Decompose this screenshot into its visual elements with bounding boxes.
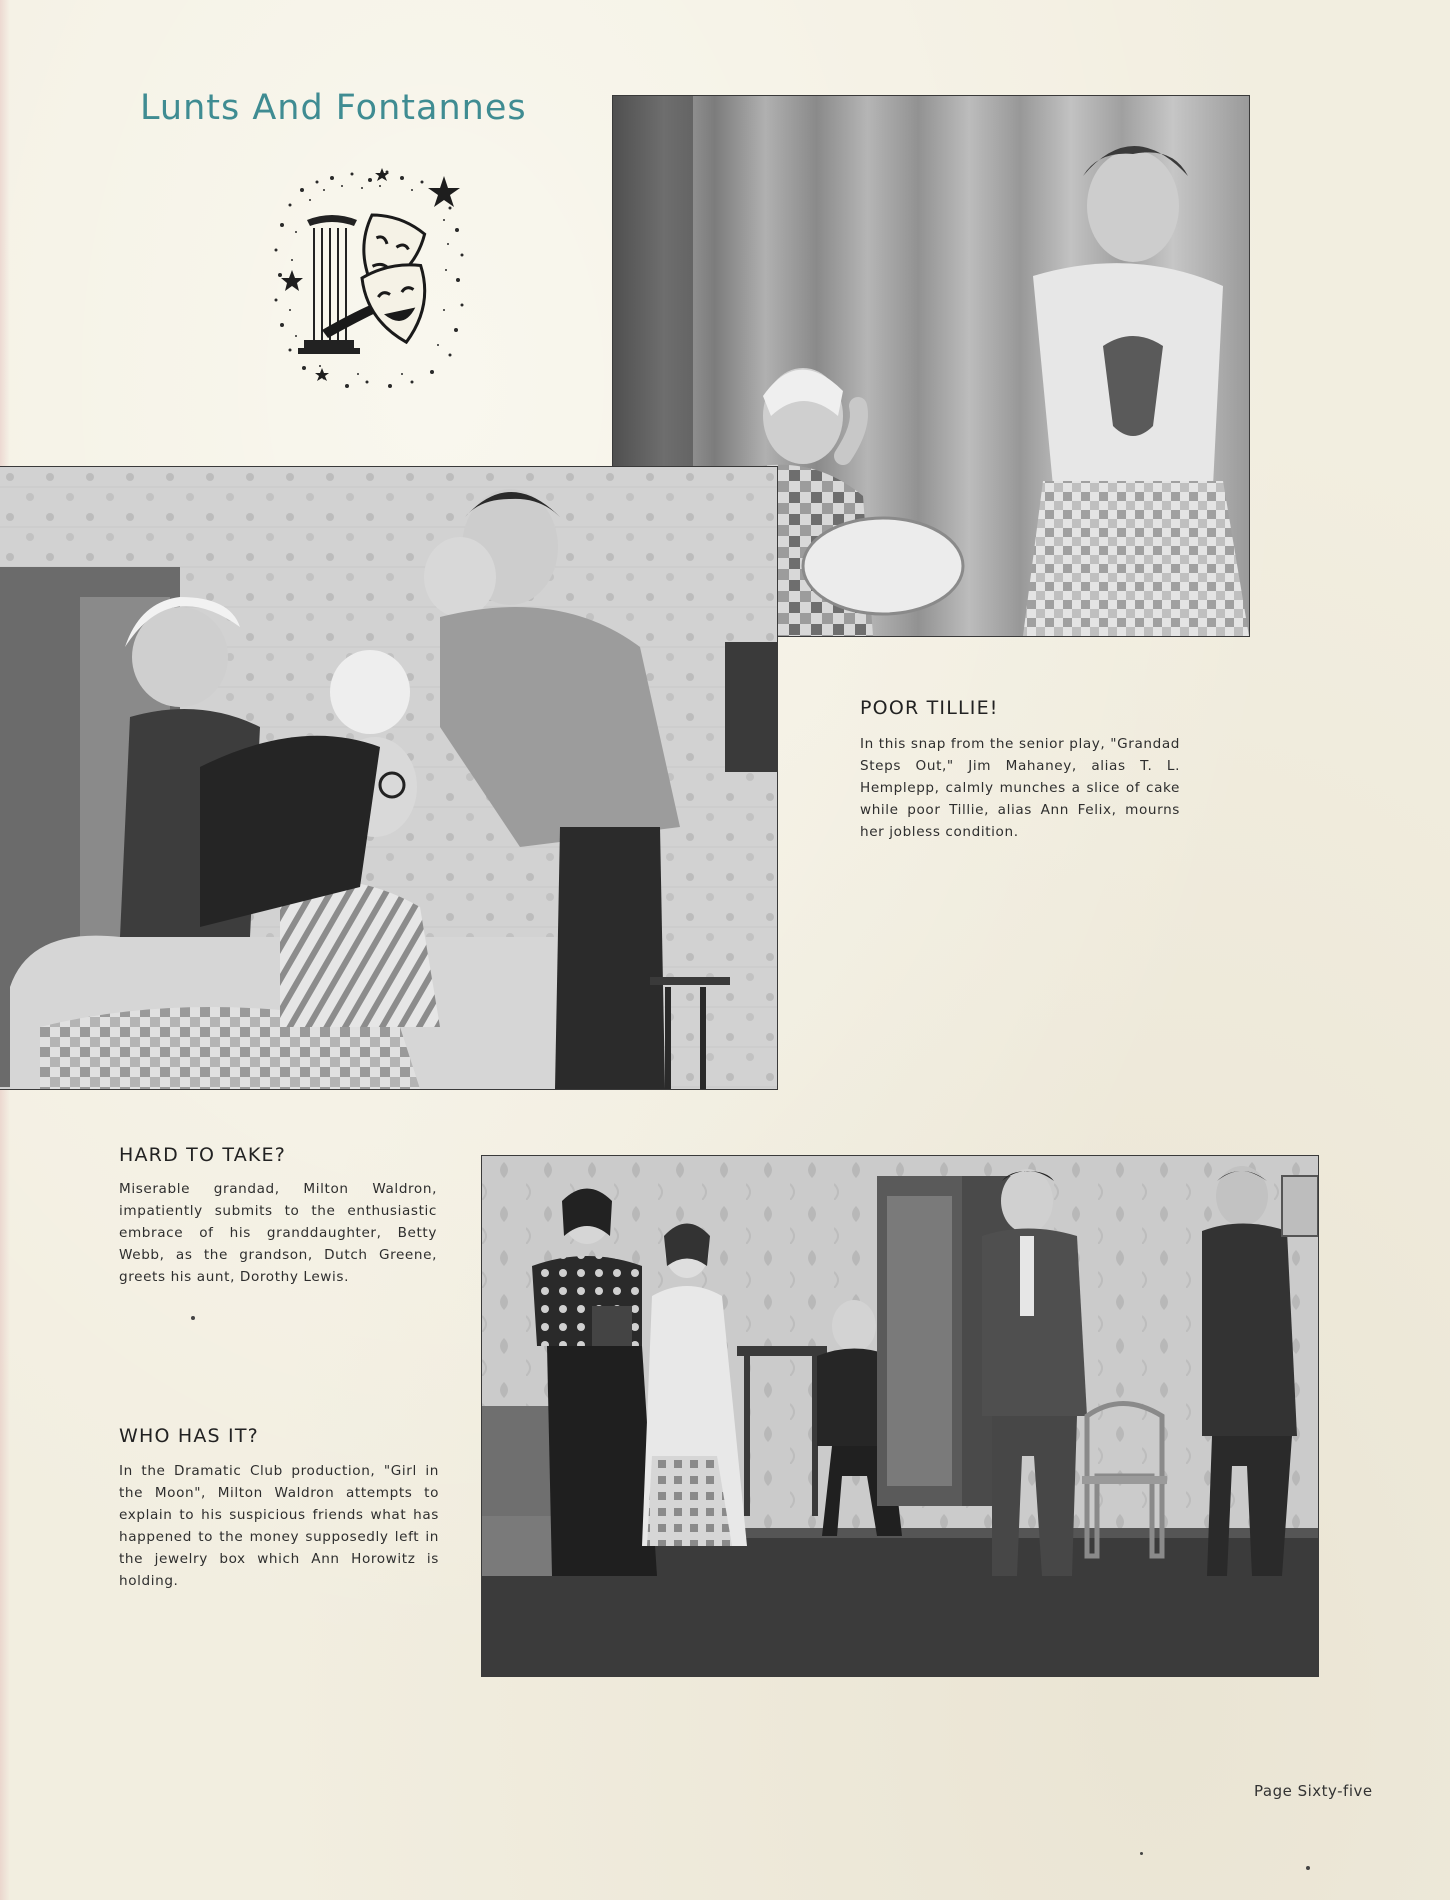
caption-body-who-has-it: In the Dramatic Club production, "Girl in the Moon", Milton Waldron attempts to explain to his suspicious friends what has happened to the money supposedly left in the jewelry box which Ann Horowitz is holding. — [119, 1463, 439, 1589]
print-speck — [1140, 1852, 1143, 1855]
caption-body-hard-to-take: Miserable grandad, Milton Waldron, impatiently submits to the enthusiastic embrace of his granddaughter, Betty Webb, as the grandson, Dutch Greene, greets his aunt, Dorothy Lewis. — [119, 1181, 437, 1285]
caption-body-poor-tillie: In this snap from the senior play, "Grandad Steps Out," Jim Mahaney, alias T. L. Hemplepp, calmly munches a slice of cake while poor Tillie, alias Ann Felix, mourns her jobless condition. — [860, 736, 1180, 840]
print-speck — [191, 1316, 195, 1320]
photo-who-has-it — [481, 1155, 1319, 1677]
page-title: Lunts And Fontannes — [140, 88, 527, 128]
caption-heading-hard-to-take: HARD TO TAKE? — [119, 1144, 287, 1166]
page-number: Page Sixty-five — [1254, 1782, 1373, 1800]
comedy-tragedy-masks-icon — [262, 160, 482, 400]
caption-heading-poor-tillie: POOR TILLIE! — [860, 697, 999, 719]
print-speck — [1306, 1866, 1310, 1870]
photo-hard-to-take — [0, 466, 778, 1090]
caption-heading-who-has-it: WHO HAS IT? — [119, 1425, 259, 1447]
